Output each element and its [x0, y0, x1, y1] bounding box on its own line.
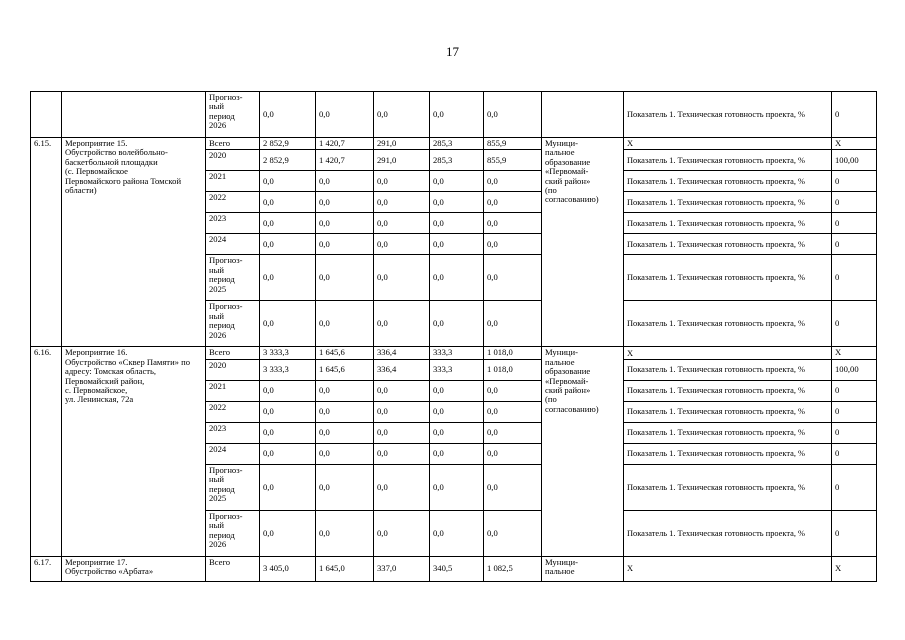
amount-cell: 1 018,0	[484, 347, 542, 359]
activity-number: 6.17.	[31, 556, 62, 581]
amount-cell: 0,0	[430, 510, 484, 556]
amount-cell: 0,0	[260, 422, 316, 443]
amount-cell: 0,0	[316, 510, 374, 556]
program-activities-table	[30, 91, 877, 582]
amount-cell: 291,0	[374, 150, 430, 171]
period-cell: 2024	[206, 234, 260, 255]
amount-cell: 0,0	[316, 171, 374, 192]
amount-cell: 0,0	[316, 255, 374, 301]
indicator-name: Показатель 1. Техническая готовность проекта, %	[624, 301, 832, 347]
period-cell: 2020	[206, 359, 260, 380]
period-cell: Всего	[206, 556, 260, 581]
amount-cell: 0,0	[260, 92, 316, 138]
amount-cell: 0,0	[374, 510, 430, 556]
amount-cell: 0,0	[430, 213, 484, 234]
indicator-value: 0	[832, 255, 877, 301]
amount-cell: 0,0	[374, 301, 430, 347]
amount-cell: 0,0	[374, 422, 430, 443]
amount-cell: 0,0	[430, 464, 484, 510]
indicator-name: X	[624, 138, 832, 150]
activity-number: 6.16.	[31, 347, 62, 556]
amount-cell: 0,0	[484, 422, 542, 443]
amount-cell: 0,0	[430, 171, 484, 192]
amount-cell: 0,0	[430, 192, 484, 213]
indicator-name: Показатель 1. Техническая готовность проекта, %	[624, 510, 832, 556]
amount-cell: 855,9	[484, 138, 542, 150]
amount-cell: 0,0	[260, 443, 316, 464]
amount-cell: 333,3	[430, 359, 484, 380]
period-cell: Прогноз- ный период 2026	[206, 510, 260, 556]
table-row	[31, 347, 877, 359]
amount-cell: 0,0	[260, 510, 316, 556]
amount-cell: 0,0	[430, 380, 484, 401]
amount-cell: 0,0	[260, 464, 316, 510]
amount-cell: 0,0	[260, 401, 316, 422]
indicator-value: 0	[832, 401, 877, 422]
indicator-value: 0	[832, 192, 877, 213]
activity-name: Мероприятие 16. Обустройство «Сквер Памяти» по адресу: Томская область, Первомайский район, с. Первомайское, ул. Ленинская, 72а	[62, 347, 206, 556]
amount-cell: 0,0	[374, 443, 430, 464]
activity-number: 6.15.	[31, 138, 62, 347]
indicator-name: X	[624, 556, 832, 581]
amount-cell: 337,0	[374, 556, 430, 581]
amount-cell: 0,0	[374, 192, 430, 213]
amount-cell: 291,0	[374, 138, 430, 150]
indicator-value: X	[832, 138, 877, 150]
period-cell: Прогноз- ный период 2026	[206, 92, 260, 138]
amount-cell: 0,0	[374, 213, 430, 234]
indicator-value: 0	[832, 171, 877, 192]
amount-cell: 0,0	[430, 443, 484, 464]
period-cell: 2023	[206, 213, 260, 234]
amount-cell: 855,9	[484, 150, 542, 171]
amount-cell: 0,0	[484, 171, 542, 192]
amount-cell: 0,0	[484, 192, 542, 213]
amount-cell: 0,0	[430, 301, 484, 347]
period-cell: 2020	[206, 150, 260, 171]
amount-cell: 0,0	[316, 92, 374, 138]
amount-cell: 0,0	[484, 92, 542, 138]
table-row	[31, 138, 877, 150]
amount-cell: 336,4	[374, 359, 430, 380]
period-cell: 2021	[206, 171, 260, 192]
amount-cell: 0,0	[484, 464, 542, 510]
indicator-value: 0	[832, 464, 877, 510]
amount-cell: 1 018,0	[484, 359, 542, 380]
amount-cell: 0,0	[484, 255, 542, 301]
activity-name: Мероприятие 17. Обустройство «Арбата»	[62, 556, 206, 581]
amount-cell: 3 333,3	[260, 347, 316, 359]
period-cell: 2021	[206, 380, 260, 401]
indicator-value: X	[832, 347, 877, 359]
amount-cell: 0,0	[260, 192, 316, 213]
amount-cell: 0,0	[484, 443, 542, 464]
page-number: 17	[446, 44, 459, 59]
amount-cell: 285,3	[430, 150, 484, 171]
amount-cell: 0,0	[374, 92, 430, 138]
amount-cell: 0,0	[374, 255, 430, 301]
amount-cell: 1 645,0	[316, 556, 374, 581]
indicator-name: Показатель 1. Техническая готовность проекта, %	[624, 150, 832, 171]
amount-cell: 0,0	[484, 401, 542, 422]
executor-cell: Муници- пальное образование «Первомай- ский район» (по согласованию)	[542, 138, 624, 347]
executor-cell	[542, 92, 624, 138]
period-cell: Всего	[206, 347, 260, 359]
activity-name	[62, 92, 206, 138]
amount-cell: 1 420,7	[316, 150, 374, 171]
amount-cell: 0,0	[316, 213, 374, 234]
indicator-value: 0	[832, 213, 877, 234]
period-cell: Прогноз- ный период 2025	[206, 255, 260, 301]
indicator-name: Показатель 1. Техническая готовность проекта, %	[624, 255, 832, 301]
period-cell: 2022	[206, 192, 260, 213]
amount-cell: 0,0	[316, 380, 374, 401]
amount-cell: 0,0	[374, 401, 430, 422]
executor-cell: Муници- пальное	[542, 556, 624, 581]
amount-cell: 0,0	[374, 234, 430, 255]
amount-cell: 1 645,6	[316, 347, 374, 359]
amount-cell: 0,0	[316, 192, 374, 213]
indicator-name: Показатель 1. Техническая готовность проекта, %	[624, 422, 832, 443]
period-cell: 2024	[206, 443, 260, 464]
indicator-name: Показатель 1. Техническая готовность проекта, %	[624, 92, 832, 138]
amount-cell: 285,3	[430, 138, 484, 150]
period-cell: Всего	[206, 138, 260, 150]
amount-cell: 0,0	[430, 234, 484, 255]
amount-cell: 0,0	[484, 301, 542, 347]
indicator-name: Показатель 1. Техническая готовность проекта, %	[624, 401, 832, 422]
indicator-name: Показатель 1. Техническая готовность проекта, %	[624, 171, 832, 192]
amount-cell: 0,0	[484, 380, 542, 401]
amount-cell: 0,0	[316, 422, 374, 443]
indicator-name: Показатель 1. Техническая готовность проекта, %	[624, 464, 832, 510]
indicator-value: 100,00	[832, 359, 877, 380]
amount-cell: 2 852,9	[260, 138, 316, 150]
amount-cell: 0,0	[316, 464, 374, 510]
amount-cell: 340,5	[430, 556, 484, 581]
amount-cell: 0,0	[316, 301, 374, 347]
amount-cell: 0,0	[430, 255, 484, 301]
amount-cell: 0,0	[374, 171, 430, 192]
amount-cell: 0,0	[374, 380, 430, 401]
amount-cell: 1 420,7	[316, 138, 374, 150]
amount-cell: 0,0	[316, 443, 374, 464]
amount-cell: 3 405,0	[260, 556, 316, 581]
amount-cell: 0,0	[260, 380, 316, 401]
amount-cell: 0,0	[260, 301, 316, 347]
amount-cell: 0,0	[260, 171, 316, 192]
indicator-name: Показатель 1. Техническая готовность проекта, %	[624, 192, 832, 213]
amount-cell: 333,3	[430, 347, 484, 359]
period-cell: 2023	[206, 422, 260, 443]
amount-cell: 0,0	[430, 422, 484, 443]
period-cell: Прогноз- ный период 2026	[206, 301, 260, 347]
amount-cell: 0,0	[484, 234, 542, 255]
amount-cell: 3 333,3	[260, 359, 316, 380]
amount-cell: 0,0	[260, 255, 316, 301]
amount-cell: 0,0	[484, 213, 542, 234]
amount-cell: 0,0	[316, 401, 374, 422]
indicator-value: 100,00	[832, 150, 877, 171]
table-row	[31, 556, 877, 581]
amount-cell: 0,0	[484, 510, 542, 556]
amount-cell: 1 645,6	[316, 359, 374, 380]
activity-number	[31, 92, 62, 138]
indicator-value: 0	[832, 301, 877, 347]
indicator-value: 0	[832, 510, 877, 556]
amount-cell: 0,0	[430, 92, 484, 138]
period-cell: Прогноз- ный период 2025	[206, 464, 260, 510]
indicator-name: Показатель 1. Техническая готовность проекта, %	[624, 234, 832, 255]
indicator-name: Показатель 1. Техническая готовность проекта, %	[624, 213, 832, 234]
amount-cell: 0,0	[316, 234, 374, 255]
activity-name: Мероприятие 15. Обустройство волейбольно-баскетбольной площадки (с. Первомайское Первомайского района Томской области)	[62, 138, 206, 347]
indicator-name: Показатель 1. Техническая готовность проекта, %	[624, 380, 832, 401]
indicator-value: 0	[832, 234, 877, 255]
amount-cell: 1 082,5	[484, 556, 542, 581]
indicator-value: 0	[832, 443, 877, 464]
indicator-name: Показатель 1. Техническая готовность проекта, %	[624, 443, 832, 464]
period-cell: 2022	[206, 401, 260, 422]
amount-cell: 0,0	[260, 234, 316, 255]
amount-cell: 0,0	[430, 401, 484, 422]
amount-cell: 0,0	[374, 464, 430, 510]
indicator-name: X	[624, 347, 832, 359]
executor-cell: Муници- пальное образование «Первомай- ский район» (по согласованию)	[542, 347, 624, 556]
amount-cell: 0,0	[260, 213, 316, 234]
amount-cell: 2 852,9	[260, 150, 316, 171]
indicator-name: Показатель 1. Техническая готовность проекта, %	[624, 359, 832, 380]
table-row	[31, 92, 877, 138]
amount-cell: 336,4	[374, 347, 430, 359]
indicator-value: 0	[832, 422, 877, 443]
indicator-value: 0	[832, 92, 877, 138]
indicator-value: X	[832, 556, 877, 581]
indicator-value: 0	[832, 380, 877, 401]
